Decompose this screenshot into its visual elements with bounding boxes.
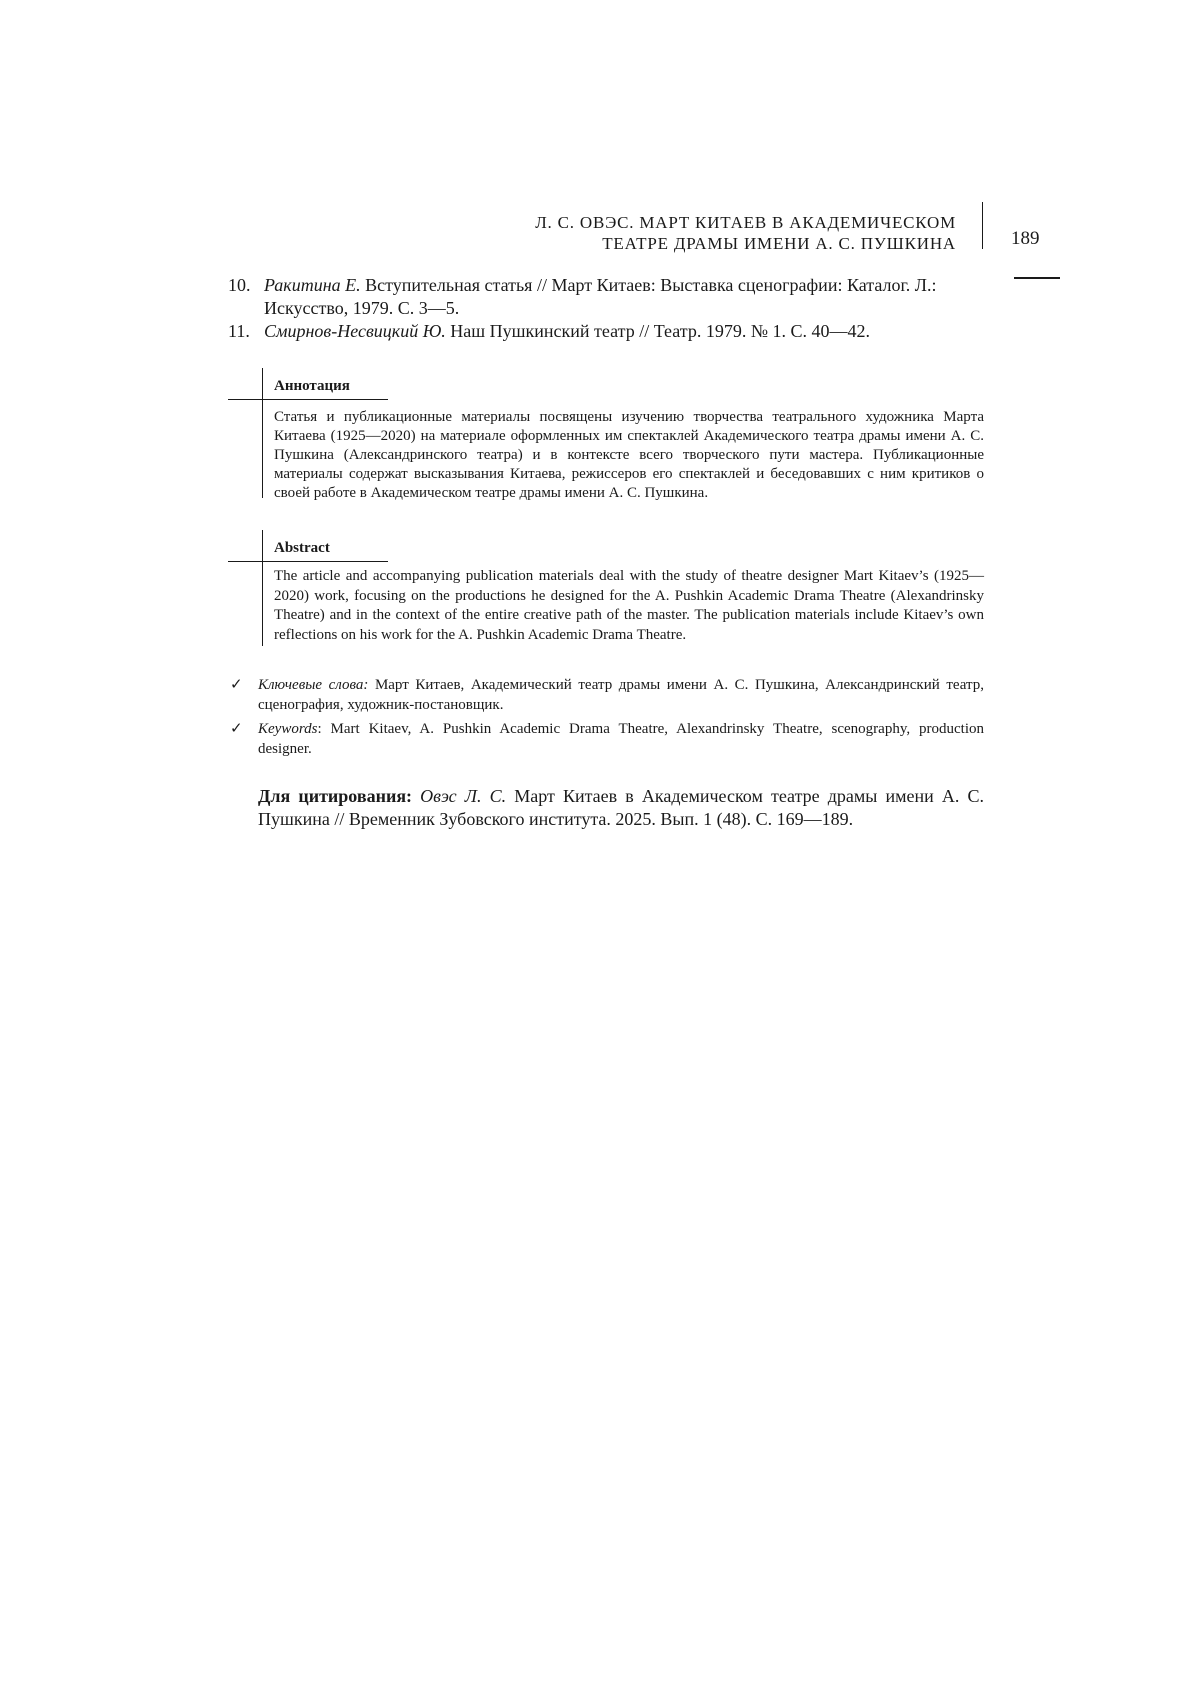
annotation-horizontal-rule [228, 399, 388, 400]
reference-text: Вступительная статья // Март Китаев: Выставка сценографии: Каталог. Л.: Искусство, 1979. С. 3—5. [264, 275, 937, 318]
abstract-text: The article and accompanying publication materials deal with the study of theatre designer Mart Kitaev’s (1925—2020) work, focusing on the productions he designed for the A. Pushkin Academic Drama Theatre (Alexandrinsky Theatre) and in the context of the entire creative path of the master. The publication materials include Kitaev’s own reflections on his work for the A. Pushkin Academic Drama Theatre. [274, 568, 984, 643]
page-number-rule [1014, 277, 1060, 279]
annotation-heading: Аннотация [274, 378, 350, 394]
keywords-ru-text: Март Китаев, Академический театр драмы имени А. С. Пушкина, Александринский театр, сценография, художник-постановщик. [258, 677, 984, 713]
reference-list [228, 274, 984, 343]
abstract-heading: Abstract [274, 540, 330, 556]
running-title-line2: ТЕАТРЕ ДРАМЫ ИМЕНИ А. С. ПУШКИНА [602, 234, 956, 253]
keywords-en-text: : Mart Kitaev, A. Pushkin Academic Drama Theatre, Alexandrinsky Theatre, scenography, production designer. [258, 721, 984, 757]
reference-author: Смирнов-Несвицкий Ю. [264, 321, 446, 341]
abstract-horizontal-rule [228, 561, 388, 562]
keywords-ru-label: Ключевые слова: [258, 677, 369, 693]
annotation-text: Статья и публикационные материалы посвящены изучению творчества театрального художника Марта Китаева (1925—2020) на материале оформленных им спектаклей Академического театра драмы имени А. С. Пушкина (Александринского театра) и в контексте всего творческого пути мастера. Публикационные материалы содержат высказывания Китаева, режиссеров его спектаклей и беседовавших с ним критиков о своей работе в Академическом театре драмы имени А. С. Пушкина. [274, 409, 984, 501]
header-divider [982, 202, 983, 249]
reference-author: Ракитина Е. [264, 275, 361, 295]
citation-label: Для цитирования: [258, 786, 413, 806]
abstract-vertical-rule [262, 530, 263, 646]
citation-text: Март Китаев в Академическом театре драмы имени А. С. Пушкина // Временник Зубовского института. 2025. Вып. 1 (48). С. 169—189. [258, 786, 985, 829]
page-number: 189 [1011, 228, 1040, 249]
reference-item [228, 320, 984, 343]
annotation-ru-block [228, 368, 984, 500]
reference-number: 10. [228, 275, 251, 295]
keywords-en-label: Keywords [258, 721, 318, 737]
running-head [420, 212, 956, 254]
citation-author: Овэс Л. С. [420, 786, 507, 806]
abstract-en-block [228, 530, 984, 650]
keywords-ru [230, 675, 984, 715]
citation [258, 785, 984, 831]
annotation-vertical-rule [262, 368, 263, 498]
reference-number: 11. [228, 321, 250, 341]
keywords-en [230, 719, 984, 759]
running-title-line1: Л. С. ОВЭС. МАРТ КИТАЕВ В АКАДЕМИЧЕСКОМ [535, 213, 956, 232]
reference-text: Наш Пушкинский театр // Театр. 1979. № 1. С. 40—42. [445, 321, 871, 341]
reference-item [228, 274, 984, 320]
checkmark-icon: ✓ [230, 677, 243, 693]
checkmark-icon: ✓ [230, 721, 243, 737]
